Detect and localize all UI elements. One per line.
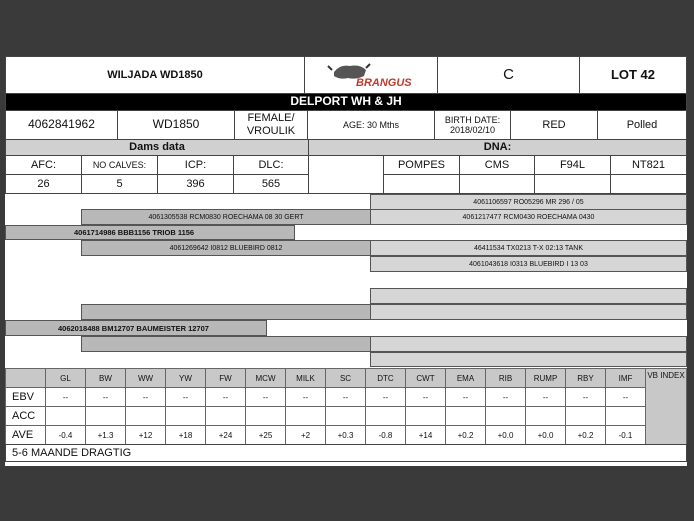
stats-cell: -- xyxy=(45,387,86,407)
stats-column-header: RIB xyxy=(485,368,526,388)
stats-cell xyxy=(85,406,126,426)
stats-cell: -- xyxy=(525,387,566,407)
stats-column-header: YW xyxy=(165,368,206,388)
dna-title: DNA: xyxy=(308,139,687,156)
stats-cell: +25 xyxy=(245,425,286,445)
horn-status: Polled xyxy=(597,110,687,140)
stats-row-label: ACC xyxy=(5,406,46,426)
stats-cell xyxy=(605,406,646,426)
stats-column-header: DTC xyxy=(365,368,406,388)
stats-cell: +0.0 xyxy=(485,425,526,445)
dams-header-calves: NO CALVES: xyxy=(81,155,158,175)
dna-header-pompes: POMPES xyxy=(383,155,460,175)
dna-nt821 xyxy=(610,174,687,194)
brangus-logo xyxy=(304,56,438,94)
lot-number: LOT 42 xyxy=(579,56,687,94)
stats-row-label: EBV xyxy=(5,387,46,407)
dams-calves: 5 xyxy=(81,174,158,194)
pedigree-dam: 4062018488 BM12707 BAUMEISTER 12707 xyxy=(5,320,267,336)
stats-cell xyxy=(165,406,206,426)
registration-number: 4062841962 xyxy=(5,110,118,140)
stats-cell: +24 xyxy=(205,425,246,445)
stats-cell: +2 xyxy=(285,425,326,445)
pedigree-entry: 4061305538 RCM0830 ROECHAMA 08 30 GERT xyxy=(81,209,371,225)
stats-column-header: MILK xyxy=(285,368,326,388)
stats-cell: -- xyxy=(485,387,526,407)
stats-cell xyxy=(485,406,526,426)
breeder-banner: DELPORT WH & JH xyxy=(5,93,687,111)
stats-column-header: FW xyxy=(205,368,246,388)
pedigree-entry: 4061269642 I0812 BLUEBIRD 0812 xyxy=(81,240,371,256)
pedigree-entry: 46411534 TX0213 T-X 02:13 TANK xyxy=(370,240,687,256)
stats-cell xyxy=(565,406,606,426)
stats-cell: +0.2 xyxy=(445,425,486,445)
stats-column-header: BW xyxy=(85,368,126,388)
stats-column-header: MCW xyxy=(245,368,286,388)
stats-cell: -- xyxy=(605,387,646,407)
stats-cell: -- xyxy=(165,387,206,407)
stats-cell: +0.0 xyxy=(525,425,566,445)
stats-cell: +18 xyxy=(165,425,206,445)
pedigree-empty xyxy=(370,304,687,320)
dams-title: Dams data xyxy=(5,139,309,156)
lot-card xyxy=(5,56,687,466)
stats-cell: -- xyxy=(205,387,246,407)
stats-column-header: CWT xyxy=(405,368,446,388)
stats-cell: -0.1 xyxy=(605,425,646,445)
pedigree-empty xyxy=(370,288,687,304)
stats-cell: -- xyxy=(405,387,446,407)
stats-cell xyxy=(525,406,566,426)
dna-cms xyxy=(459,174,535,194)
dna-header-cms: CMS xyxy=(459,155,535,175)
stats-cell xyxy=(445,406,486,426)
stats-column-header: IMF xyxy=(605,368,646,388)
dna-header-f94l: F94L xyxy=(534,155,611,175)
logo-text: BRANGUS xyxy=(356,77,412,89)
stats-cell: -- xyxy=(365,387,406,407)
stats-cell xyxy=(325,406,366,426)
bull-logo-icon xyxy=(326,60,416,90)
dams-header-icp: ICP: xyxy=(157,155,234,175)
pedigree-empty xyxy=(370,352,687,367)
stats-column-header: EMA xyxy=(445,368,486,388)
stats-cell: -- xyxy=(565,387,606,407)
stats-cell: +14 xyxy=(405,425,446,445)
dams-header-afc: AFC: xyxy=(5,155,82,175)
stats-cell: -- xyxy=(245,387,286,407)
age: AGE: 30 Mths xyxy=(307,110,435,140)
dna-f94l xyxy=(534,174,611,194)
animal-name: WILJADA WD1850 xyxy=(5,56,305,94)
birth-date-cell xyxy=(434,110,511,140)
stats-column-header: WW xyxy=(125,368,166,388)
dams-afc: 26 xyxy=(5,174,82,194)
stats-cell: +0.2 xyxy=(565,425,606,445)
dams-dlc: 565 xyxy=(233,174,309,194)
stats-cell: -0.8 xyxy=(365,425,406,445)
dams-header-dlc: DLC: xyxy=(233,155,309,175)
stats-cell: -- xyxy=(325,387,366,407)
stats-cell: -- xyxy=(125,387,166,407)
stats-row-label: AVE xyxy=(5,425,46,445)
stats-column-header: VB INDEX xyxy=(645,368,687,445)
color: RED xyxy=(510,110,598,140)
pedigree-sire: 4061714986 BBB1156 TRIOB 1156 xyxy=(5,225,295,240)
dna-blank xyxy=(308,155,384,194)
stats-cell: +0.3 xyxy=(325,425,366,445)
stats-cell: -0.4 xyxy=(45,425,86,445)
stats-column-header: RBY xyxy=(565,368,606,388)
stats-cell: -- xyxy=(285,387,326,407)
grade: C xyxy=(437,56,580,94)
stats-cell: -- xyxy=(85,387,126,407)
pedigree-entry: 4061106597 RO05296 MR 296 / 05 xyxy=(370,194,687,210)
pedigree-empty xyxy=(81,304,371,320)
stats-cell: +1.3 xyxy=(85,425,126,445)
stats-cell xyxy=(285,406,326,426)
pedigree-entry: 4061217477 RCM0430 ROECHAMA 0430 xyxy=(370,209,687,225)
stats-cell xyxy=(405,406,446,426)
stats-cell: +12 xyxy=(125,425,166,445)
pregnancy-note: 5-6 MAANDE DRAGTIG xyxy=(5,444,687,462)
stats-column-header: SC xyxy=(325,368,366,388)
stats-cell xyxy=(365,406,406,426)
stats-column-header: GL xyxy=(45,368,86,388)
stats-cell xyxy=(245,406,286,426)
pedigree-empty xyxy=(370,336,687,352)
dams-icp: 396 xyxy=(157,174,234,194)
sex: FEMALE/ VROULIK xyxy=(234,110,308,140)
dna-pompes xyxy=(383,174,460,194)
birth-date: 2018/02/10 xyxy=(449,125,496,135)
stats-corner xyxy=(5,368,46,388)
birth-date-label: BIRTH DATE: xyxy=(444,114,501,125)
stats-cell xyxy=(205,406,246,426)
stats-cell xyxy=(45,406,86,426)
pedigree-empty xyxy=(81,336,371,352)
pedigree-entry: 4061043618 I0313 BLUEBIRD I 13 03 xyxy=(370,256,687,272)
stats-column-header: RUMP xyxy=(525,368,566,388)
herd-id: WD1850 xyxy=(117,110,235,140)
stats-cell: -- xyxy=(445,387,486,407)
dna-header-nt821: NT821 xyxy=(610,155,687,175)
stats-cell xyxy=(125,406,166,426)
